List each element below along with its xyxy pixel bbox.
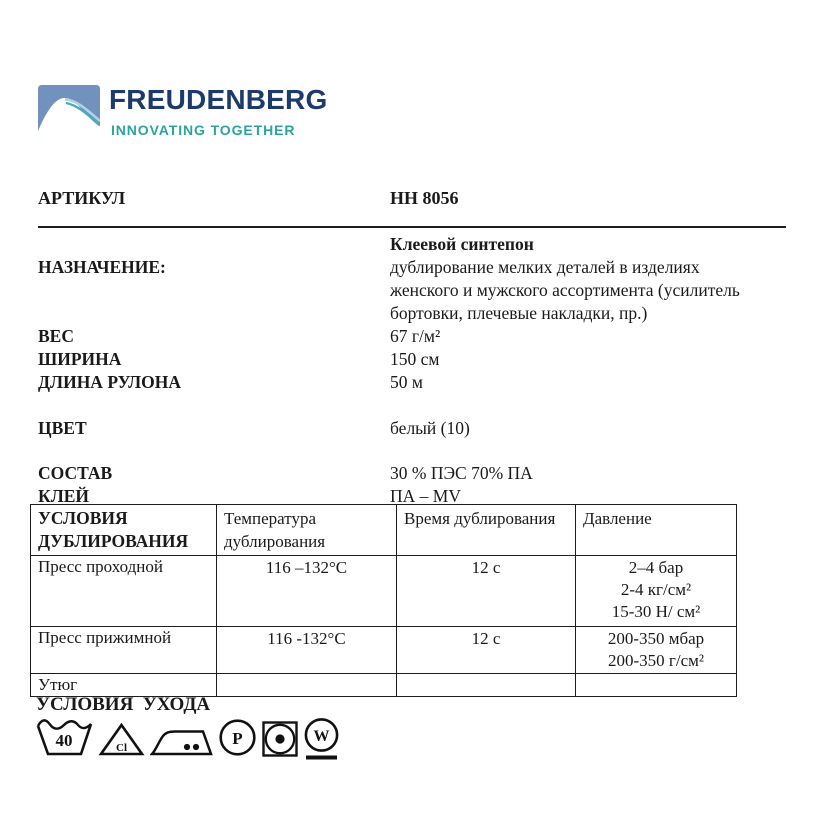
logo-mark-icon xyxy=(38,85,100,137)
article-label: АРТИКУЛ xyxy=(38,188,126,208)
dry-clean-p-icon xyxy=(218,718,257,757)
header-pressure: Давление xyxy=(576,505,737,556)
table-row-iron: Утюг xyxy=(31,674,737,697)
spec-row-purpose: НАЗНАЧЕНИЕ: дублирование мелких деталей в изделиях xyxy=(38,257,700,277)
svg-text:W: W xyxy=(313,728,330,745)
tumble-dry-dot-icon xyxy=(262,721,298,757)
spec-row-color: ЦВЕТ белый (10) xyxy=(38,418,470,438)
wash-40-icon xyxy=(36,716,93,757)
divider-line xyxy=(38,226,786,228)
header-time: Время дублирования xyxy=(397,505,576,556)
fusing-conditions-table xyxy=(30,504,737,697)
spec-row-purpose-title xyxy=(38,233,808,256)
svg-text:40: 40 xyxy=(55,731,73,750)
spec-row-roll-length: ДЛИНА РУЛОНА 50 м xyxy=(38,372,423,392)
freudenberg-logo xyxy=(38,85,327,138)
spec-row-weight: ВЕС 67 г/м² xyxy=(38,326,441,346)
care-title: УСЛОВИЯ УХОДА xyxy=(36,694,211,715)
bleach-triangle-icon xyxy=(98,722,145,757)
tagline-text: INNOVATING TOGETHER xyxy=(111,122,296,138)
article-value: НН 8056 xyxy=(390,188,459,208)
svg-text:Cl: Cl xyxy=(116,742,127,754)
spec-row-width: ШИРИНА 150 см xyxy=(38,349,440,369)
spec-row-purpose-2: женского и мужского ассортимента (усилитель xyxy=(390,280,740,300)
svg-text:P: P xyxy=(232,729,243,748)
purpose-title: Клеевой синтепон xyxy=(390,234,534,254)
header-fusing-conditions: УСЛОВИЯ ДУБЛИРОВАНИЯ xyxy=(31,505,217,556)
care-icons-row xyxy=(36,716,340,757)
table-header-row xyxy=(31,505,737,556)
spec-row-glue: КЛЕЙ ПА – MV xyxy=(38,486,461,506)
spec-row-purpose-3: бортовки, плечевые накладки, пр.) xyxy=(390,303,648,323)
table-row-press-clamp: Пресс прижимной 116 -132°C 12 с 200-350 мбар 200-350 г/см² xyxy=(31,627,737,674)
table-row-press-continuous: Пресс проходной 116 –132°C 12 с 2–4 бар 2-4 кг/см² 15-30 Н/ см² xyxy=(31,556,737,627)
wet-clean-w-icon xyxy=(303,717,340,761)
spec-row-composition: СОСТАВ 30 % ПЭС 70% ПА xyxy=(38,463,533,483)
iron-two-dots-icon xyxy=(150,724,213,757)
spec-section xyxy=(38,233,808,508)
header-temperature: Температура дублирования xyxy=(217,505,397,556)
article-row xyxy=(38,188,788,209)
brand-text: FREUDENBERG xyxy=(109,84,328,115)
